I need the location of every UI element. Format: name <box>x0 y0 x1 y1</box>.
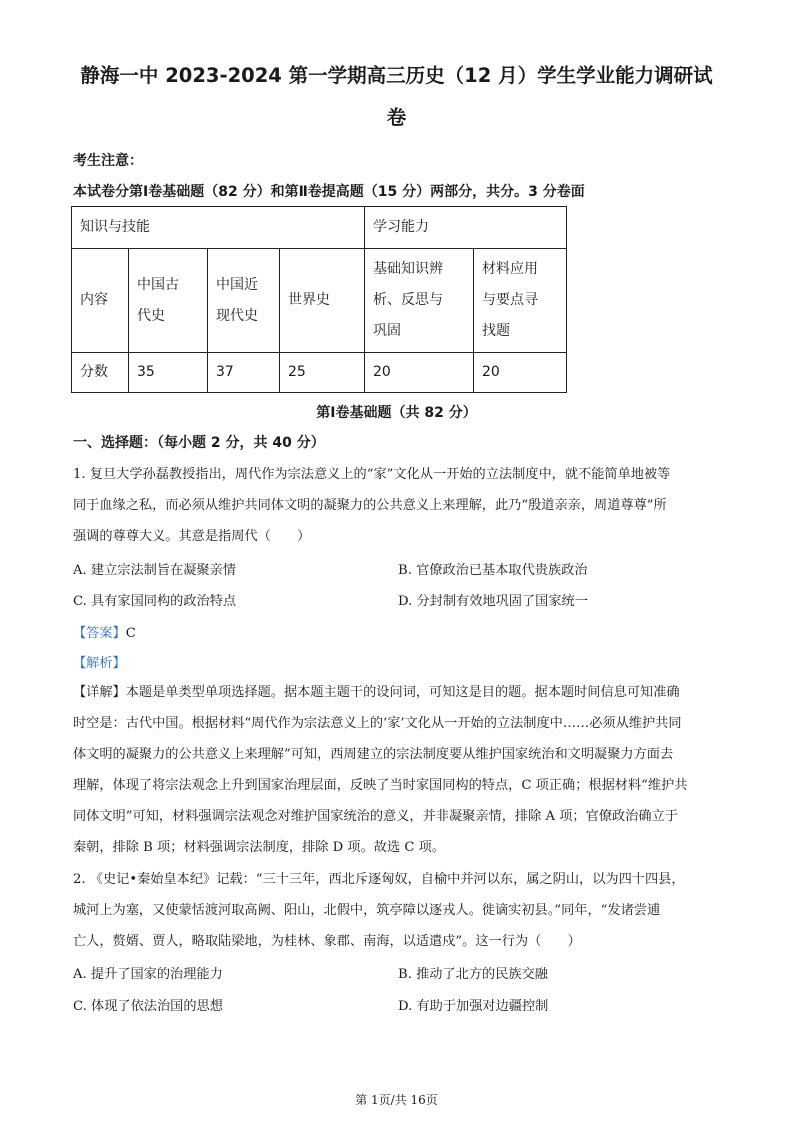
q1-analysis-label: 【解析】 <box>73 656 126 671</box>
table-cell-ancient-china: 中国古 代史 <box>129 249 208 353</box>
table-score-value: 35 <box>129 353 208 393</box>
page-number: 第 1页/共 16页 <box>355 1093 438 1107</box>
table-cell-world-history: 世界史 <box>280 249 365 353</box>
table-group-knowledge: 知识与技能 <box>72 207 365 249</box>
answer-label: 【答案】 <box>73 626 126 641</box>
q1-option-a: A. 建立宗法制旨在凝聚亲情 <box>73 563 236 578</box>
q1-option-c: C. 具有家国同构的政治特点 <box>73 594 237 609</box>
table-cell-material-application: 材料应用 与要点寻 找题 <box>474 249 567 353</box>
table-cell-modern-china: 中国近 现代史 <box>208 249 280 353</box>
q2-option-c: C. 体现了依法治国的思想 <box>73 999 223 1014</box>
question-2-stem: 2. 《史记•秦始皇本纪》记载：“三十三年，西北斥逐匈奴，自榆中并河以东，属之阴山，以为四十四县， 城河上为塞，又使蒙恬渡河取高阙、阳山，北假中，筑亭障以逐戎人。徙谪实初县。”同年，“发诸尝逋 亡人，赘婿、贾人，略取陆梁地，为桂林、象郡、南海，以适遣戍”。这一行为（ ） <box>73 872 685 949</box>
q2-option-d: D. 有助于加强对边疆控制 <box>398 999 549 1014</box>
notice-text: 本试卷分第Ⅰ卷基础题（82 分）和第Ⅱ卷提高题（15 分）两部分，共分。3 分卷面 <box>73 184 585 200</box>
table-group-ability: 学习能力 <box>365 207 567 249</box>
q2-option-a: A. 提升了国家的治理能力 <box>73 967 223 982</box>
table-score-value: 20 <box>474 353 567 393</box>
question-1-detail: 【详解】本题是单类型单项选择题。据本题主题干的设问词，可知这是目的题。据本题时间信息可知准确 时空是：古代中国。根据材料“周代作为宗法意义上的‘家’文化从一开始的立法制度中……必须从维护共同 体文明的凝聚力的公共意义上来理解”可知，西周建立的宗法制度要从维护国家统治和文明凝聚力方面去 理解，体现了将宗法观念上升到国家治理层面，反映了当时家国同构的特点，C 项正确；根据材料“维护共 同体文明”可知，材料强调宗法观念对维护国家统治的意义，并非凝聚亲情，排除 A 项；官僚政治确立于 秦朝，排除 B 项；材料强调宗法制度，排除 D 项。故选 C 项。 <box>73 685 688 855</box>
answer-value: C <box>125 626 136 641</box>
q1-option-b: B. 官僚政治已基本取代贵族政治 <box>398 563 588 578</box>
q1-answer <box>73 622 136 641</box>
table-row-label-score: 分数 <box>72 353 129 393</box>
table-cell-basic-knowledge: 基础知识辨 析、反思与 巩固 <box>365 249 474 353</box>
section-title: 第Ⅰ卷基础题（共 82 分） <box>316 405 477 421</box>
table-score-value: 20 <box>365 353 474 393</box>
q1-option-d: D. 分封制有效地巩固了国家统一 <box>398 594 588 609</box>
table-score-value: 37 <box>208 353 280 393</box>
part-title: 一、选择题：（每小题 2 分，共 40 分） <box>73 435 325 451</box>
question-1-stem: 1. 复旦大学孙磊教授指出，周代作为宗法意义上的“家”文化从一开始的立法制度中，就不能简单地被等 同于血缘之私，而必须从维护共同体文明的凝聚力的公共意义上来理解，此乃“殷道亲亲，周道尊尊”所 强调的尊尊大义。其意是指周代（ ） <box>73 467 671 544</box>
q2-option-b: B. 推动了北方的民族交融 <box>398 967 548 982</box>
notice-label: 考生注意： <box>73 153 143 169</box>
table-score-value: 25 <box>280 353 365 393</box>
table-row-label-content: 内容 <box>72 249 129 353</box>
page-title-line1: 静海一中 2023-2024 第一学期高三历史（12 月）学生学业能力调研试 <box>80 64 713 87</box>
score-table <box>71 206 567 393</box>
page-title-line2: 卷 <box>386 106 407 129</box>
